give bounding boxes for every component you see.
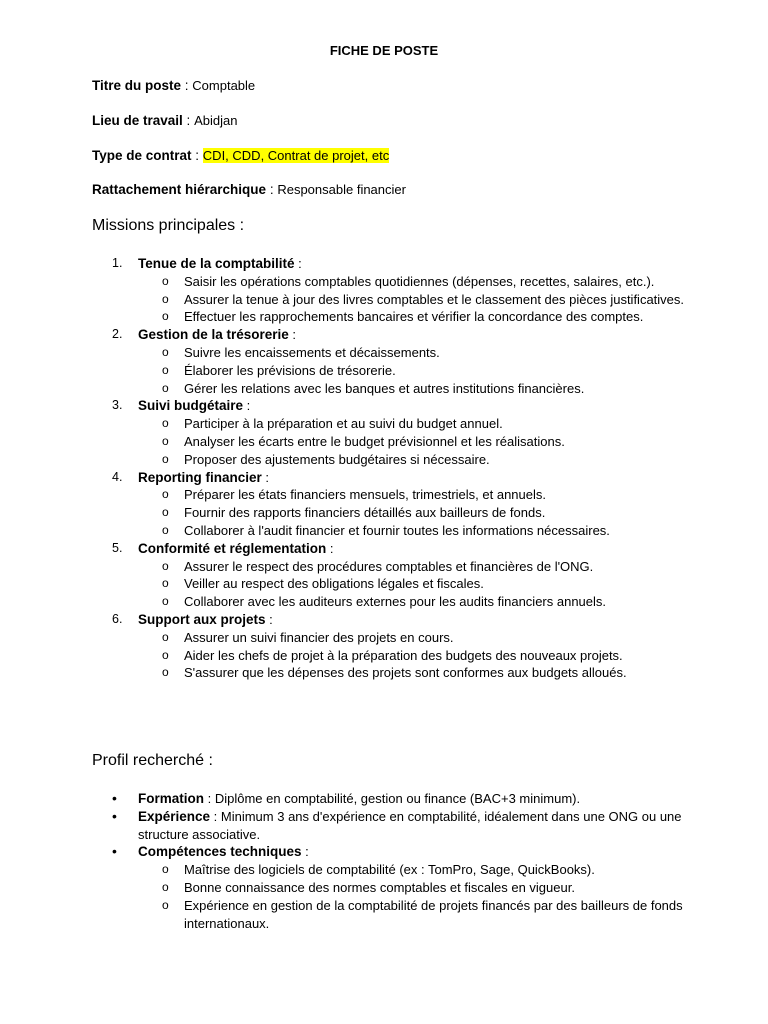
mission-subitem	[138, 291, 692, 309]
hollow-bullet-icon: o	[162, 309, 169, 324]
mission-subitem	[138, 308, 692, 326]
hollow-bullet-icon: o	[162, 291, 169, 306]
hollow-bullet-icon: o	[162, 487, 169, 502]
missions-heading: Missions principales :	[92, 217, 245, 234]
profile-subitem-text: Expérience en gestion de la comptabilité de projets financés par des bailleurs de fonds internationaux.	[184, 897, 683, 931]
profile-list	[92, 790, 692, 932]
mission-separator: :	[288, 327, 297, 343]
mission-subitem	[138, 504, 692, 522]
mission-subitem	[138, 647, 692, 665]
mission-subitem-text: Effectuer les rapprochements bancaires et vérifier la concordance des comptes.	[184, 309, 644, 325]
mission-subitem	[138, 344, 692, 362]
mission-subitem	[138, 451, 692, 469]
mission-item	[92, 255, 692, 326]
mission-subitems	[138, 344, 692, 397]
mission-subitem-text: S'assurer que les dépenses des projets sont conformes aux budgets alloués.	[184, 665, 627, 681]
mission-subitem-text: Assurer le respect des procédures comptables et financières de l'ONG.	[184, 558, 594, 574]
field-value: Abidjan	[194, 113, 238, 128]
mission-title: Support aux projets	[138, 611, 266, 627]
mission-subitem	[138, 380, 692, 398]
field-separator: :	[181, 78, 193, 93]
missions-list	[92, 255, 692, 682]
bullet-icon: •	[112, 790, 117, 806]
mission-title: Reporting financier	[138, 469, 262, 485]
hollow-bullet-icon: o	[162, 558, 169, 573]
mission-title: Tenue de la comptabilité	[138, 256, 295, 271]
mission-subitem	[138, 593, 692, 611]
mission-subitem-text: Proposer des ajustements budgétaires si nécessaire.	[184, 451, 490, 467]
field-type-de-contrat	[92, 148, 389, 163]
field-label: Type de contrat	[92, 148, 192, 163]
mission-subitem-text: Assurer un suivi financier des projets en cours.	[184, 629, 454, 645]
mission-item	[92, 611, 692, 682]
mission-subitem	[138, 558, 692, 576]
hollow-bullet-icon: o	[162, 362, 169, 377]
mission-subitem-text: Saisir les opérations comptables quotidiennes (dépenses, recettes, salaires, etc.).	[184, 273, 655, 289]
mission-item	[92, 397, 692, 468]
mission-subitem	[138, 433, 692, 451]
field-value: Responsable financier	[277, 182, 406, 197]
mission-subitem-text: Assurer la tenue à jour des livres comptables et le classement des pièces justificatives.	[184, 291, 685, 307]
hollow-bullet-icon: o	[162, 897, 169, 912]
hollow-bullet-icon: o	[162, 629, 169, 644]
profile-subitem	[138, 879, 692, 897]
mission-subitem	[138, 415, 692, 433]
profile-subitem	[138, 897, 692, 933]
hollow-bullet-icon: o	[162, 594, 169, 609]
mission-item	[92, 326, 692, 397]
profile-item	[92, 843, 692, 932]
field-label: Rattachement hiérarchique	[92, 182, 267, 197]
hollow-bullet-icon: o	[162, 647, 169, 662]
mission-subitems	[138, 629, 692, 682]
hollow-bullet-icon: o	[162, 451, 169, 466]
field-label: Titre du poste	[92, 78, 182, 93]
mission-number: 3.	[112, 398, 123, 413]
mission-item	[92, 469, 692, 540]
field-separator: :	[191, 148, 203, 163]
profile-item-title: Compétences techniques	[138, 844, 302, 860]
hollow-bullet-icon: o	[162, 879, 169, 894]
mission-subitem	[138, 575, 692, 593]
mission-subitem-text: Collaborer à l'audit financier et fournir toutes les informations nécessaires.	[184, 522, 610, 538]
hollow-bullet-icon: o	[162, 522, 169, 537]
profile-heading: Profil recherché :	[92, 752, 213, 769]
hollow-bullet-icon: o	[162, 380, 169, 395]
mission-title: Suivi budgétaire	[138, 398, 244, 414]
mission-subitem-text: Analyser les écarts entre le budget prévisionnel et les réalisations.	[184, 433, 565, 449]
mission-subitems	[138, 486, 692, 539]
profile-separator: :	[301, 844, 309, 860]
mission-subitem-text: Gérer les relations avec les banques et autres institutions financières.	[184, 380, 585, 396]
mission-subitem	[138, 486, 692, 504]
mission-subitem-text: Élaborer les prévisions de trésorerie.	[184, 362, 396, 378]
mission-number: 6.	[112, 611, 123, 626]
hollow-bullet-icon: o	[162, 665, 169, 680]
mission-subitem-text: Fournir des rapports financiers détaillés aux bailleurs de fonds.	[184, 505, 546, 521]
hollow-bullet-icon: o	[162, 273, 169, 288]
hollow-bullet-icon: o	[162, 862, 169, 877]
mission-subitem	[138, 362, 692, 380]
mission-subitem	[138, 629, 692, 647]
mission-subitem-text: Aider les chefs de projet à la préparation des budgets des nouveaux projets.	[184, 647, 623, 663]
profile-subitem-text: Bonne connaissance des normes comptables et fiscales en vigueur.	[184, 879, 575, 895]
profile-subitem-text: Maîtrise des logiciels de comptabilité (ex : TomPro, Sage, QuickBooks).	[184, 862, 595, 878]
mission-subitem	[138, 664, 692, 682]
hollow-bullet-icon: o	[162, 576, 169, 591]
document-title: FICHE DE POSTE	[329, 43, 439, 58]
mission-number: 2.	[112, 327, 123, 342]
profile-item	[92, 808, 692, 844]
profile-separator: :	[210, 808, 221, 824]
hollow-bullet-icon: o	[162, 505, 169, 520]
hollow-bullet-icon: o	[162, 344, 169, 359]
profile-subitems	[138, 861, 692, 932]
profile-item-text: Diplôme en comptabilité, gestion ou finance (BAC+3 minimum).	[214, 791, 581, 806]
mission-title: Conformité et réglementation	[138, 540, 327, 556]
mission-subitems	[138, 273, 692, 326]
mission-separator: :	[294, 256, 302, 271]
profile-subitem	[138, 861, 692, 879]
mission-subitems	[138, 415, 692, 468]
field-label: Lieu de travail	[92, 113, 183, 128]
bullet-icon: •	[112, 807, 117, 824]
field-titre-du-poste	[92, 78, 255, 93]
profile-item-text: Minimum 3 ans d'expérience en comptabilité, idéalement dans une ONG ou une structure associative.	[138, 808, 682, 842]
profile-item	[92, 790, 692, 808]
field-rattachement-hierarchique	[92, 182, 406, 197]
mission-subitem-text: Collaborer avec les auditeurs externes pour les audits financiers annuels.	[184, 594, 607, 610]
bullet-icon: •	[112, 843, 117, 860]
mission-subitem-text: Préparer les états financiers mensuels, trimestriels, et annuels.	[184, 487, 546, 503]
mission-item	[92, 540, 692, 611]
mission-subitem-text: Suivre les encaissements et décaissements.	[184, 344, 440, 360]
mission-subitem	[138, 273, 692, 291]
profile-item-title: Formation	[138, 791, 204, 806]
mission-separator: :	[261, 469, 269, 485]
mission-separator: :	[326, 540, 334, 556]
mission-subitem-text: Veiller au respect des obligations légales et fiscales.	[184, 576, 484, 592]
mission-number: 5.	[112, 540, 123, 555]
profile-item-title: Expérience	[138, 808, 211, 824]
hollow-bullet-icon: o	[162, 433, 169, 448]
mission-subitem-text: Participer à la préparation et au suivi du budget annuel.	[184, 416, 503, 432]
mission-title: Gestion de la trésorerie	[138, 327, 289, 343]
mission-number: 4.	[112, 469, 123, 484]
field-separator: :	[266, 182, 278, 197]
field-value-highlighted: CDI, CDD, Contrat de projet, etc	[202, 148, 390, 163]
field-separator: :	[182, 113, 195, 128]
mission-subitems	[138, 558, 692, 611]
mission-number: 1.	[112, 256, 123, 270]
hollow-bullet-icon: o	[162, 416, 169, 431]
mission-subitem	[138, 522, 692, 540]
mission-separator: :	[243, 398, 251, 414]
field-value: Comptable	[192, 78, 256, 93]
field-lieu-de-travail	[92, 113, 237, 128]
profile-separator: :	[204, 791, 215, 806]
mission-separator: :	[265, 611, 273, 627]
